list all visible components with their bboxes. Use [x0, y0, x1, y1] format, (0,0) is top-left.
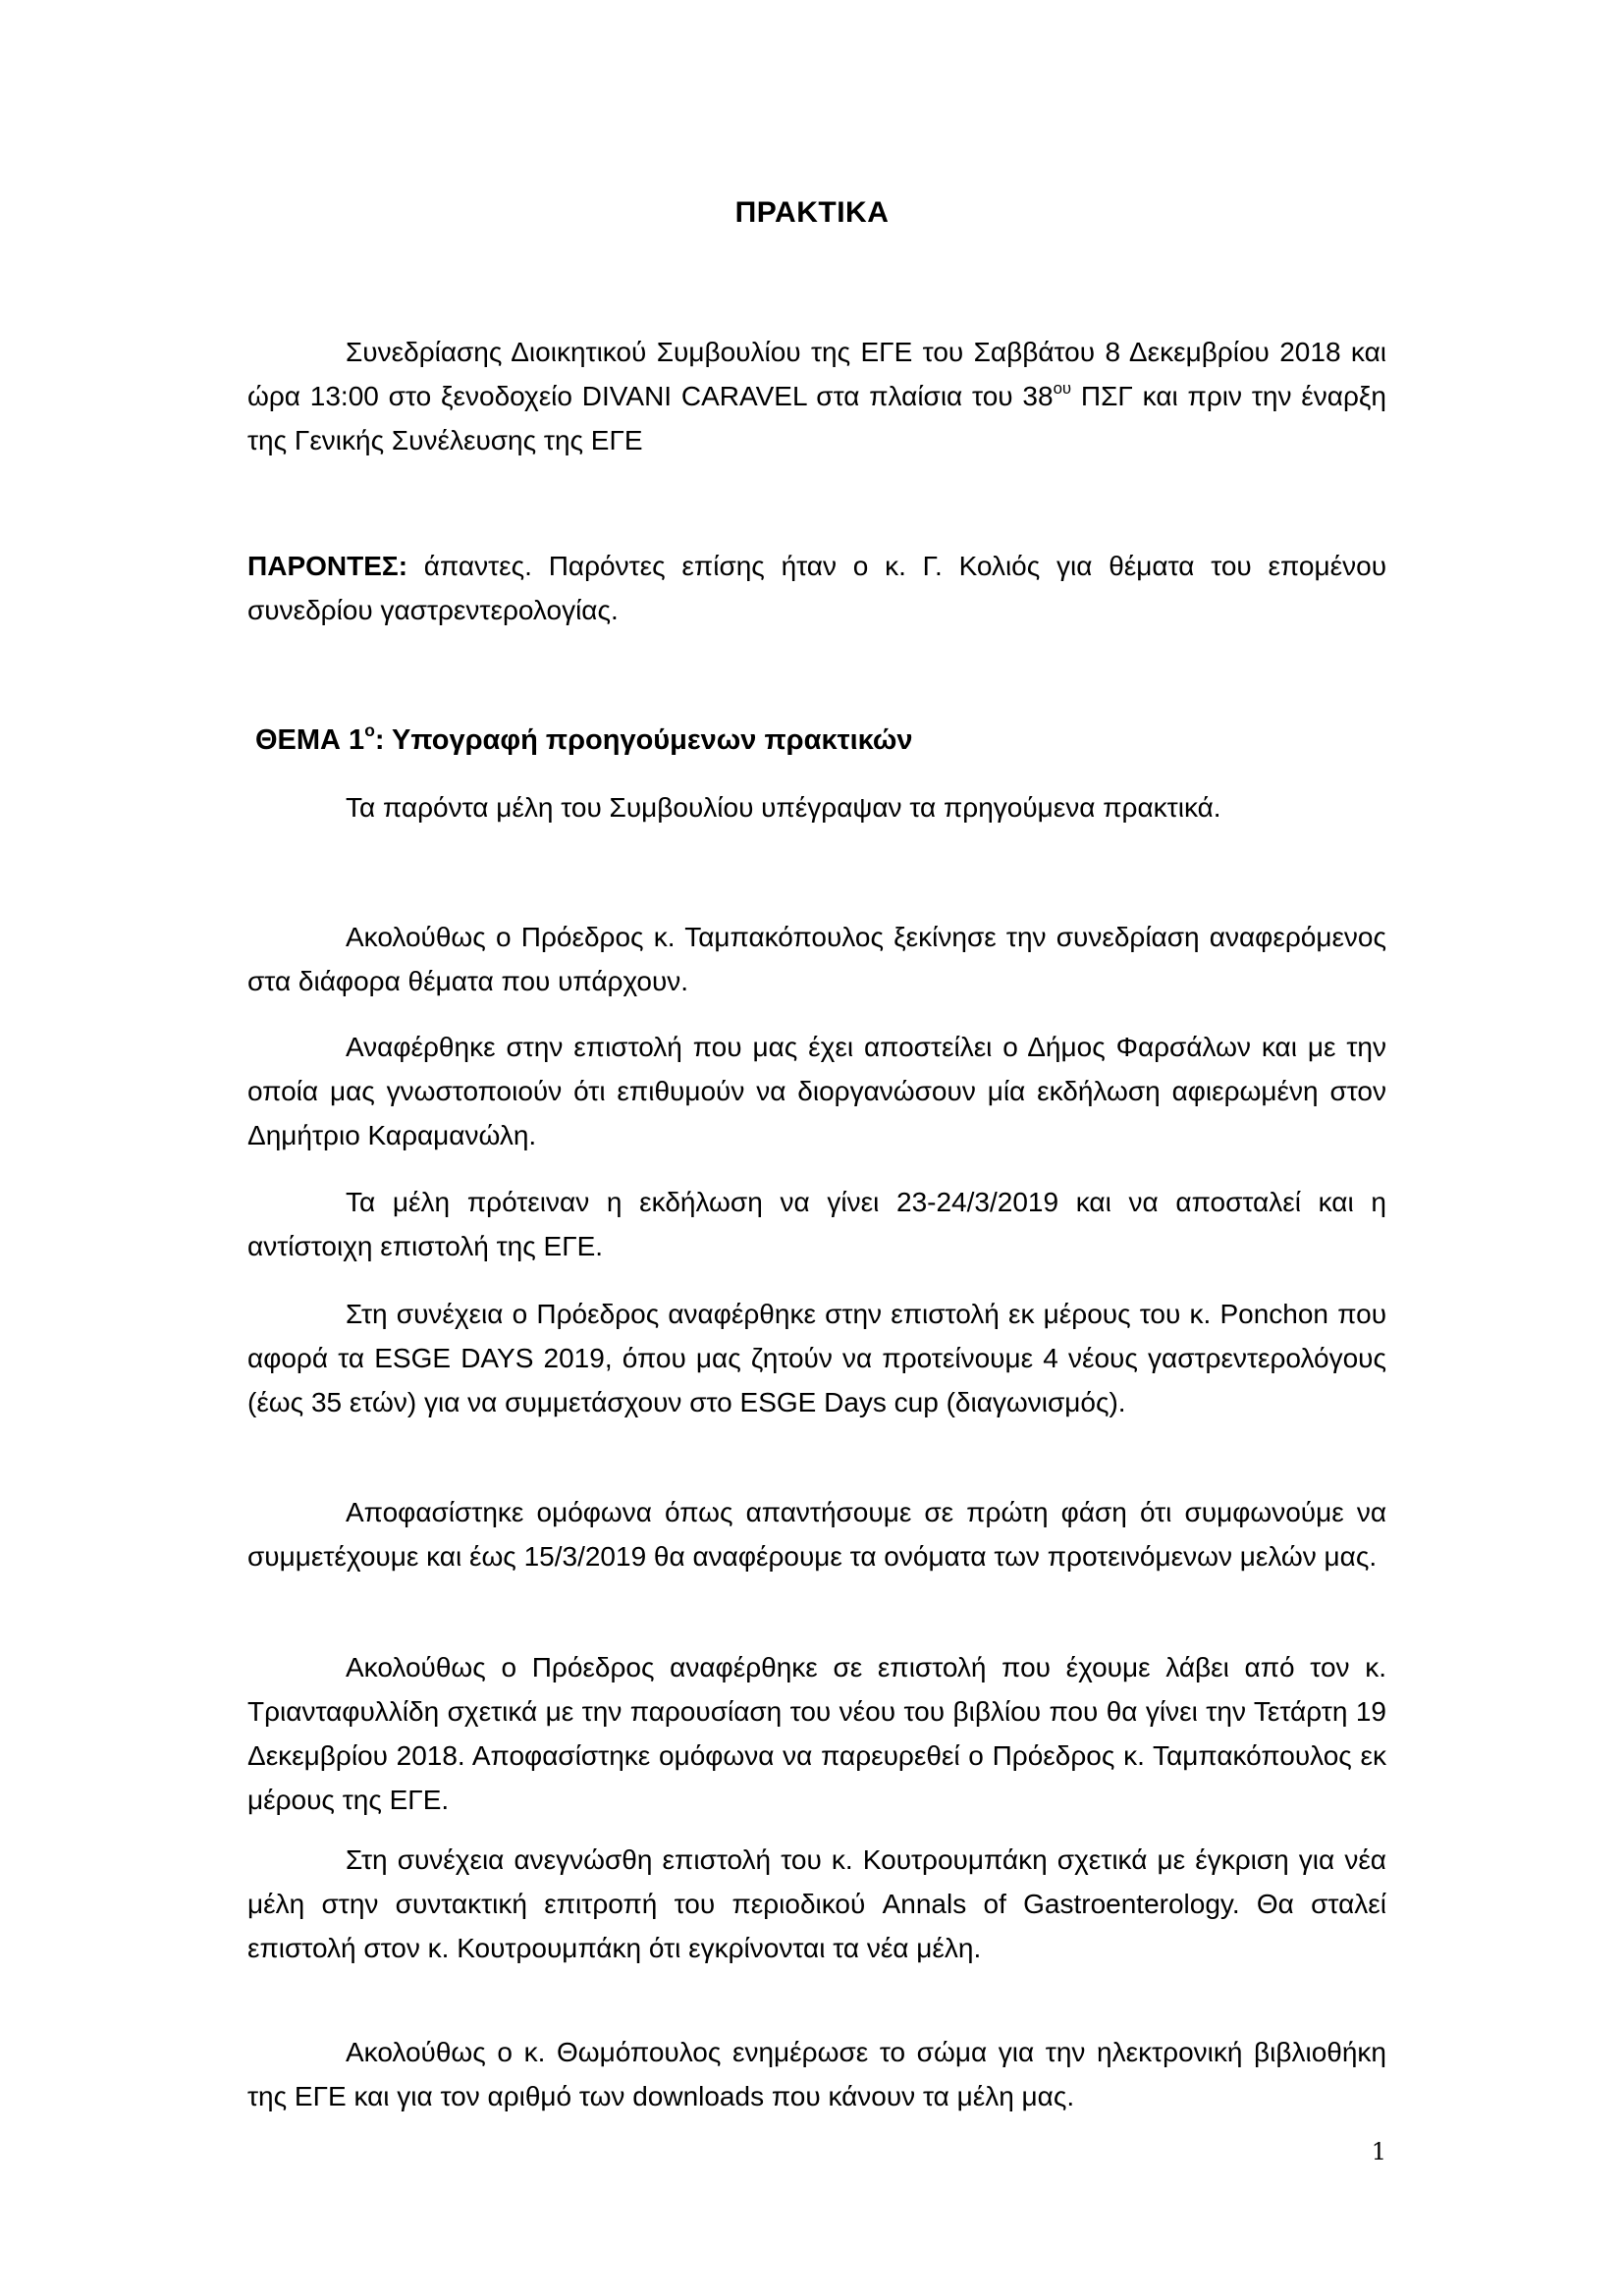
- attendees-text: άπαντες. Παρόντες επίσης ήταν ο κ. Γ. Κολιός για θέματα του επομένου συνεδρίου γαστρεντερολογίας.: [247, 551, 1386, 625]
- intro-text: Συνεδρίασης Διοικητικού Συμβουλίου της ΕΓΕ του Σαββάτου 8 Δεκεμβρίου 2018 και ώρα 13:00 στο ξενοδοχείο DIVANI CARAVEL στα πλαίσια του 38: [247, 337, 1386, 411]
- intro-paragraph: [247, 330, 1386, 462]
- paragraph: Ακολούθως ο Πρόεδρος αναφέρθηκε σε επιστολή που έχουμε λάβει από τον κ. Τριανταφυλλίδη σχετικά με την παρουσίαση του νέου του βιβλίου που θα γίνει την Τετάρτη 19 Δεκεμβρίου 2018. Αποφασίστηκε ομόφωνα να παρευρεθεί ο Πρόεδρος κ. Ταμπακόπουλος εκ μέρους της ΕΓΕ.: [247, 1652, 1386, 1815]
- topic-1-heading: [255, 721, 913, 757]
- document-title: ΠΡΑΚΤΙΚΑ: [734, 196, 890, 229]
- attendees-label: ΠΑΡΟΝΤΕΣ:: [247, 551, 408, 581]
- paragraph: Στη συνέχεια ανεγνώσθη επιστολή του κ. Κουτρουμπάκη σχετικά με έγκριση για νέα μέλη στην συντακτική επιτροπή του περιοδικού Annals of Gastroenterology. Θα σταλεί επιστολή στον κ. Κουτρουμπάκη ότι εγκρίνονται τα νέα μέλη.: [247, 1844, 1386, 1963]
- topic-1-ordinal: ο: [364, 721, 375, 741]
- paragraph: Ακολούθως ο Πρόεδρος κ. Ταμπακόπουλος ξεκίνησε την συνεδρίαση αναφερόμενος στα διάφορα θέματα που υπάρχουν.: [247, 922, 1386, 996]
- topic-1-title: : Υπογραφή προηγούμενων πρακτικών: [374, 724, 913, 756]
- topic-1-prefix: ΘΕΜΑ 1: [255, 724, 365, 756]
- ordinal-superscript: ου: [1053, 378, 1072, 398]
- paragraph: Ακολούθως ο κ. Θωμόπουλος ενημέρωσε το σώμα για την ηλεκτρονική βιβλιοθήκη της ΕΓΕ και για τον αριθμό των downloads που κάνουν τα μέλη μας.: [247, 2037, 1386, 2111]
- page-number: 1: [1371, 2138, 1386, 2165]
- attendees-paragraph: [247, 544, 1386, 632]
- paragraph: Αποφασίστηκε ομόφωνα όπως απαντήσουμε σε πρώτη φάση ότι συμφωνούμε να συμμετέχουμε και έως 15/3/2019 θα αναφέρουμε τα ονόματα των προτεινόμενων μελών μας.: [247, 1497, 1386, 1572]
- intro-text-end: ΠΣΓ και πριν την έναρξη της Γενικής Συνέλευσης της ΕΓΕ: [247, 381, 1386, 455]
- topic-1-body: Τα παρόντα μέλη του Συμβουλίου υπέγραψαν τα πρηγούμενα πρακτικά.: [346, 792, 1221, 823]
- paragraph: Τα μέλη πρότειναν η εκδήλωση να γίνει 23-24/3/2019 και να αποσταλεί και η αντίστοιχη επιστολή της ΕΓΕ.: [247, 1187, 1386, 1261]
- paragraph: Αναφέρθηκε στην επιστολή που μας έχει αποστείλει ο Δήμος Φαρσάλων και με την οποία μας γνωστοποιούν ότι επιθυμούν να διοργανώσουν μία εκδήλωση αφιερωμένη στον Δημήτριο Καραμανώλη.: [247, 1032, 1386, 1150]
- paragraph: Στη συνέχεια ο Πρόεδρος αναφέρθηκε στην επιστολή εκ μέρους του κ. Ponchon που αφορά τα ESGE DAYS 2019, όπου μας ζητούν να προτείνουμε 4 νέους γαστρεντερολόγους (έως 35 ετών) για να συμμετάσχουν στο ESGE Days cup (διαγωνισμός).: [247, 1299, 1386, 1417]
